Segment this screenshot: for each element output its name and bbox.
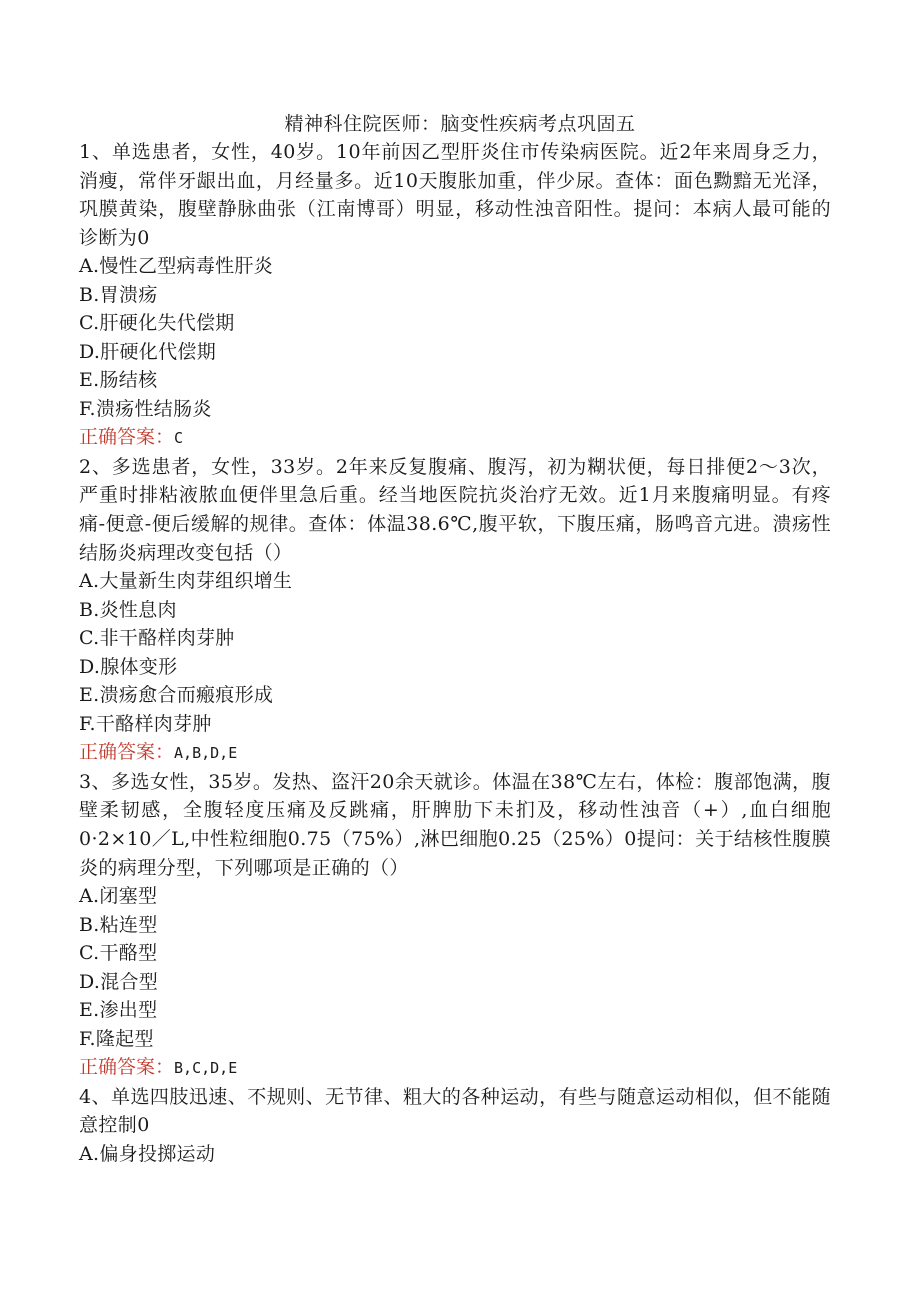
- answer-label: 正确答案：: [79, 1056, 175, 1079]
- question-stem: 3、多选女性，35岁。发热、盗汗20余天就诊。体温在38℃左右，体检：腹部饱满，腹壁柔韧感，全腹轻度压痛及反跳痛，肝脾肋下未扪及，移动性浊音（+）,血白细胞0·2×10／L,中性粒细胞0.75（75%）,淋巴细胞0.25（25%）0提问：关于结核性腹膜炎的病理分型，下列哪项是正确的（）: [79, 770, 831, 879]
- question-1: [79, 138, 831, 453]
- answer-value: B,C,D,E: [174, 1059, 238, 1078]
- option-b: B.胃溃疡: [79, 283, 158, 306]
- question-stem: 1、单选患者，女性，40岁。10年前因乙型肝炎住市传染病医院。近2年来周身乏力，消瘦，常伴牙龈出血，月经量多。近10天腹胀加重，伴少尿。查体：面色黝黯无光泽，巩膜黄染，腹壁静脉曲张（江南博哥）明显，移动性浊音阳性。提问：本病人最可能的诊断为0: [79, 141, 831, 249]
- answer-line: [79, 1053, 831, 1083]
- answer-line: [79, 423, 831, 453]
- option-b: B.炎性息肉: [79, 598, 177, 621]
- answer-label: 正确答案：: [79, 426, 175, 449]
- question-3: [79, 768, 831, 1083]
- answer-value: A,B,D,E: [174, 744, 238, 763]
- option-f: F.干酪样肉芽肿: [79, 712, 212, 735]
- option-a: A.偏身投掷运动: [79, 1142, 216, 1165]
- option-b: B.粘连型: [79, 913, 158, 936]
- answer-label: 正确答案：: [79, 741, 175, 764]
- option-d: D.腺体变形: [79, 655, 178, 678]
- answer-value: C: [174, 429, 184, 448]
- option-e: E.溃疡愈合而瘢痕形成: [79, 684, 274, 707]
- option-a: A.大量新生肉芽组织增生: [79, 570, 293, 593]
- question-list: [79, 138, 831, 1168]
- option-c: C.干酪型: [79, 942, 158, 965]
- option-a: A.闭塞型: [79, 885, 158, 908]
- question-4: [79, 1083, 831, 1169]
- option-d: D.肝硬化代偿期: [79, 340, 216, 363]
- option-c: C.肝硬化失代偿期: [79, 312, 235, 335]
- option-c: C.非干酪样肉芽肿: [79, 627, 235, 650]
- question-stem: 2、多选患者，女性，33岁。2年来反复腹痛、腹泻，初为糊状便，每日排便2～3次，严重时排粘液脓血便伴里急后重。经当地医院抗炎治疗无效。近1月来腹痛明显。有疼痛-便意-便后缓解的规律。查体：体温38.6℃,腹平软，下腹压痛，肠鸣音亢进。溃疡性结肠炎病理改变包括（）: [79, 455, 831, 564]
- option-a: A.慢性乙型病毒性肝炎: [79, 255, 274, 278]
- option-e: E.渗出型: [79, 999, 158, 1022]
- option-f: F.溃疡性结肠炎: [79, 397, 212, 420]
- question-2: [79, 453, 831, 768]
- option-f: F.隆起型: [79, 1027, 154, 1050]
- option-e: E.肠结核: [79, 369, 158, 392]
- page-title: 精神科住院医师：脑变性疾病考点巩固五: [284, 113, 636, 135]
- question-stem: 4、单选四肢迅速、不规则、无节律、粗大的各种运动，有些与随意运动相似，但不能随意控制0: [79, 1085, 831, 1137]
- option-d: D.混合型: [79, 970, 159, 993]
- answer-line: [79, 738, 831, 768]
